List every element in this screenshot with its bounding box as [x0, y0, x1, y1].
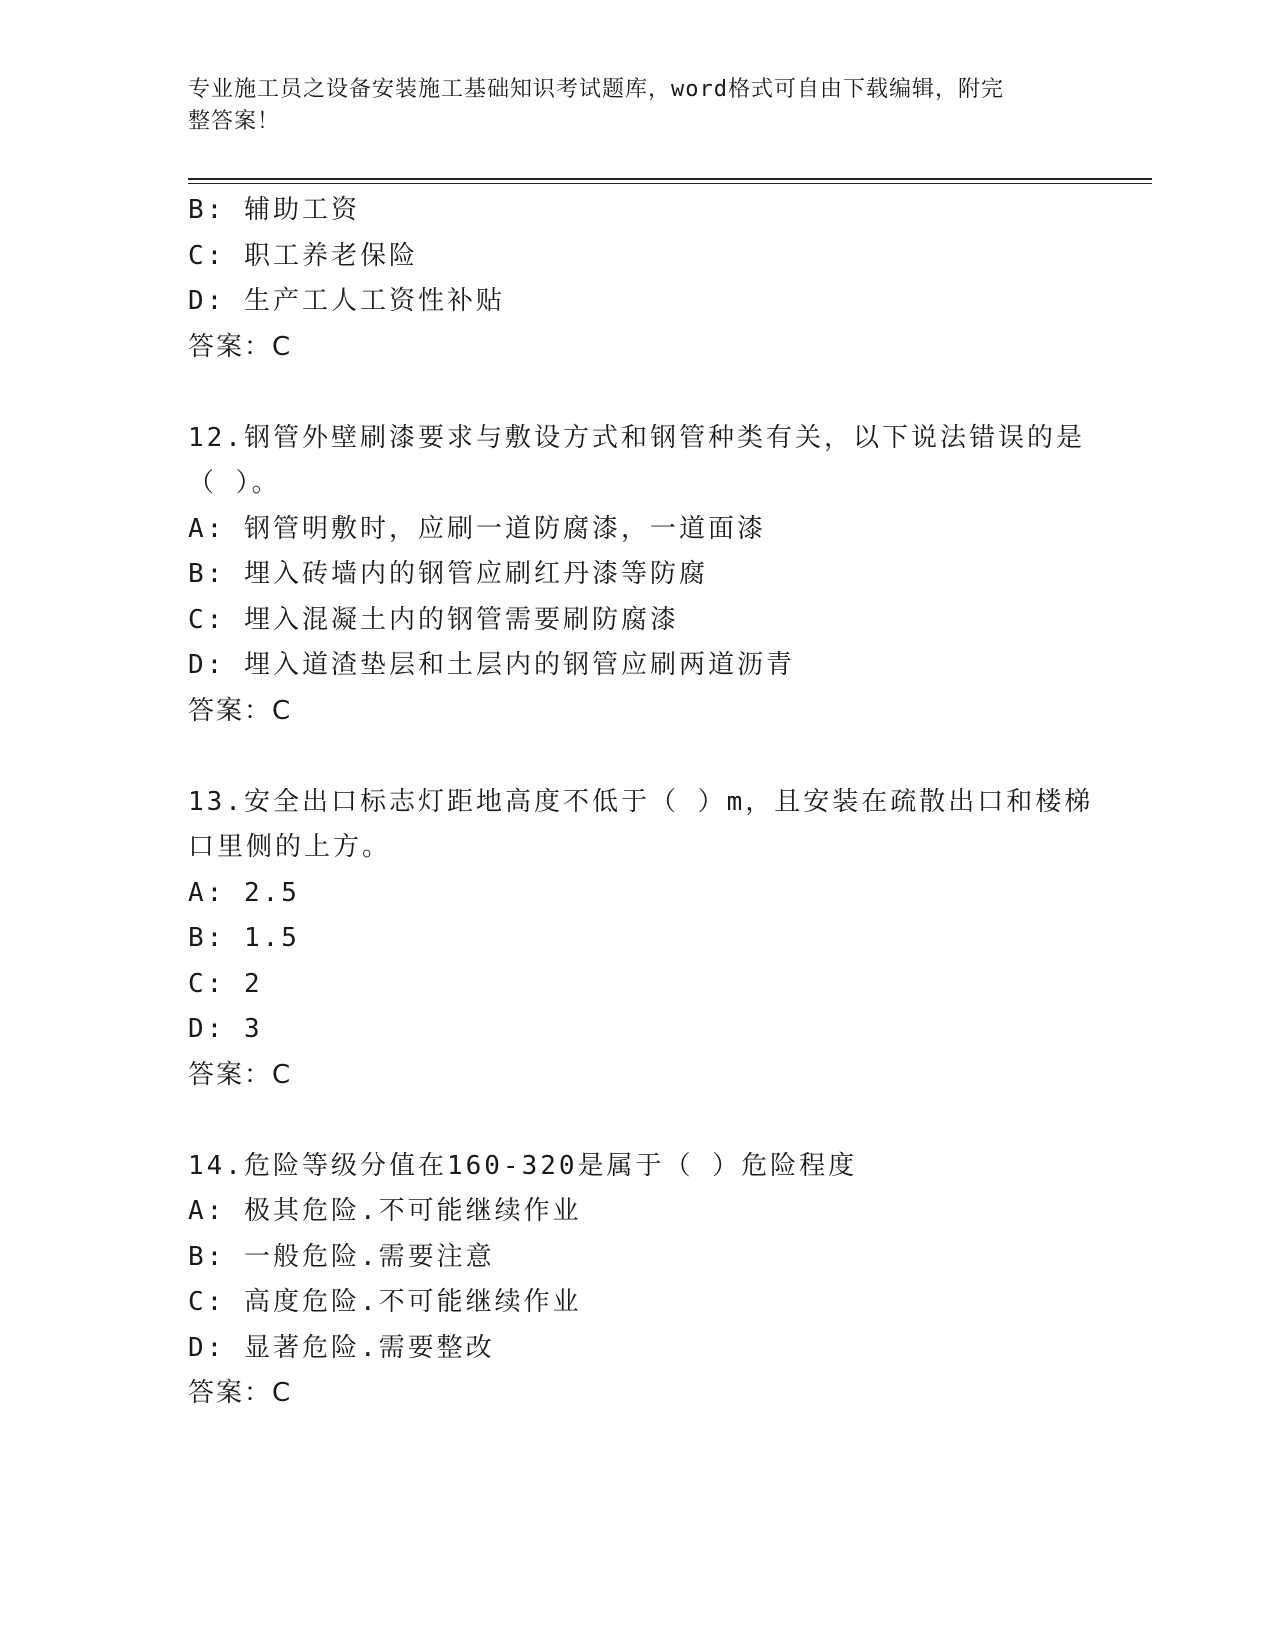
- answer-line: 答案：C: [188, 1059, 293, 1090]
- question-11-tail: [188, 188, 1088, 370]
- question-stem-cont: （ ）。: [188, 468, 281, 498]
- option-c: C: 埋入混凝土内的钢管需要刷防腐漆: [188, 604, 679, 635]
- option-c: C: 职工养老保险: [188, 240, 418, 271]
- spacer: [188, 370, 1088, 416]
- option-b: B: 一般危险.需要注意: [188, 1241, 495, 1272]
- question-content: [188, 188, 1094, 1417]
- question-stem: 13.安全出口标志灯距地高度不低于（ ）m，且安装在疏散出口和楼梯: [188, 786, 1094, 817]
- header-divider-thin: [188, 183, 1152, 184]
- question-stem: 14.危险等级分值在160-320是属于（ ）危险程度: [188, 1150, 858, 1181]
- option-a: A: 极其危险.不可能继续作业: [188, 1196, 582, 1226]
- option-a: A: 钢管明敷时，应刷一道防腐漆，一道面漆: [188, 513, 766, 544]
- answer-line: 答案：C: [188, 1378, 293, 1408]
- question-13: [188, 780, 1094, 1099]
- header-divider: [188, 178, 1152, 180]
- question-stem: 12.钢管外壁刷漆要求与敷设方式和钢管种类有关，以下说法错误的是: [188, 422, 1085, 453]
- option-c: C: 2: [188, 968, 263, 999]
- option-c: C: 高度危险.不可能继续作业: [188, 1287, 582, 1317]
- header-line-2: 整答案！: [188, 109, 281, 134]
- spacer: [188, 1098, 1088, 1144]
- option-a: A: 2.5: [188, 877, 300, 908]
- page-header: [188, 74, 1078, 138]
- option-d: D: 显著危险.需要整改: [188, 1332, 495, 1363]
- answer-line: 答案：C: [188, 695, 293, 726]
- question-stem-cont: 口里侧的上方。: [188, 832, 392, 862]
- option-d: D: 生产工人工资性补贴: [188, 286, 505, 316]
- option-b: B: 埋入砖墙内的钢管应刷红丹漆等防腐: [188, 559, 708, 589]
- header-line-1: 专业施工员之设备安装施工基础知识考试题库，word格式可自由下载编辑，附完: [188, 77, 1004, 102]
- question-12: [188, 416, 1088, 735]
- question-14: [188, 1144, 1088, 1417]
- option-d: D: 埋入道渣垫层和土层内的钢管应刷两道沥青: [188, 650, 795, 680]
- option-b: B: 1.5: [188, 923, 300, 953]
- spacer: [188, 734, 1088, 780]
- option-d: D: 3: [188, 1014, 263, 1044]
- option-b: B: 辅助工资: [188, 195, 360, 225]
- answer-line: 答案：C: [188, 331, 293, 362]
